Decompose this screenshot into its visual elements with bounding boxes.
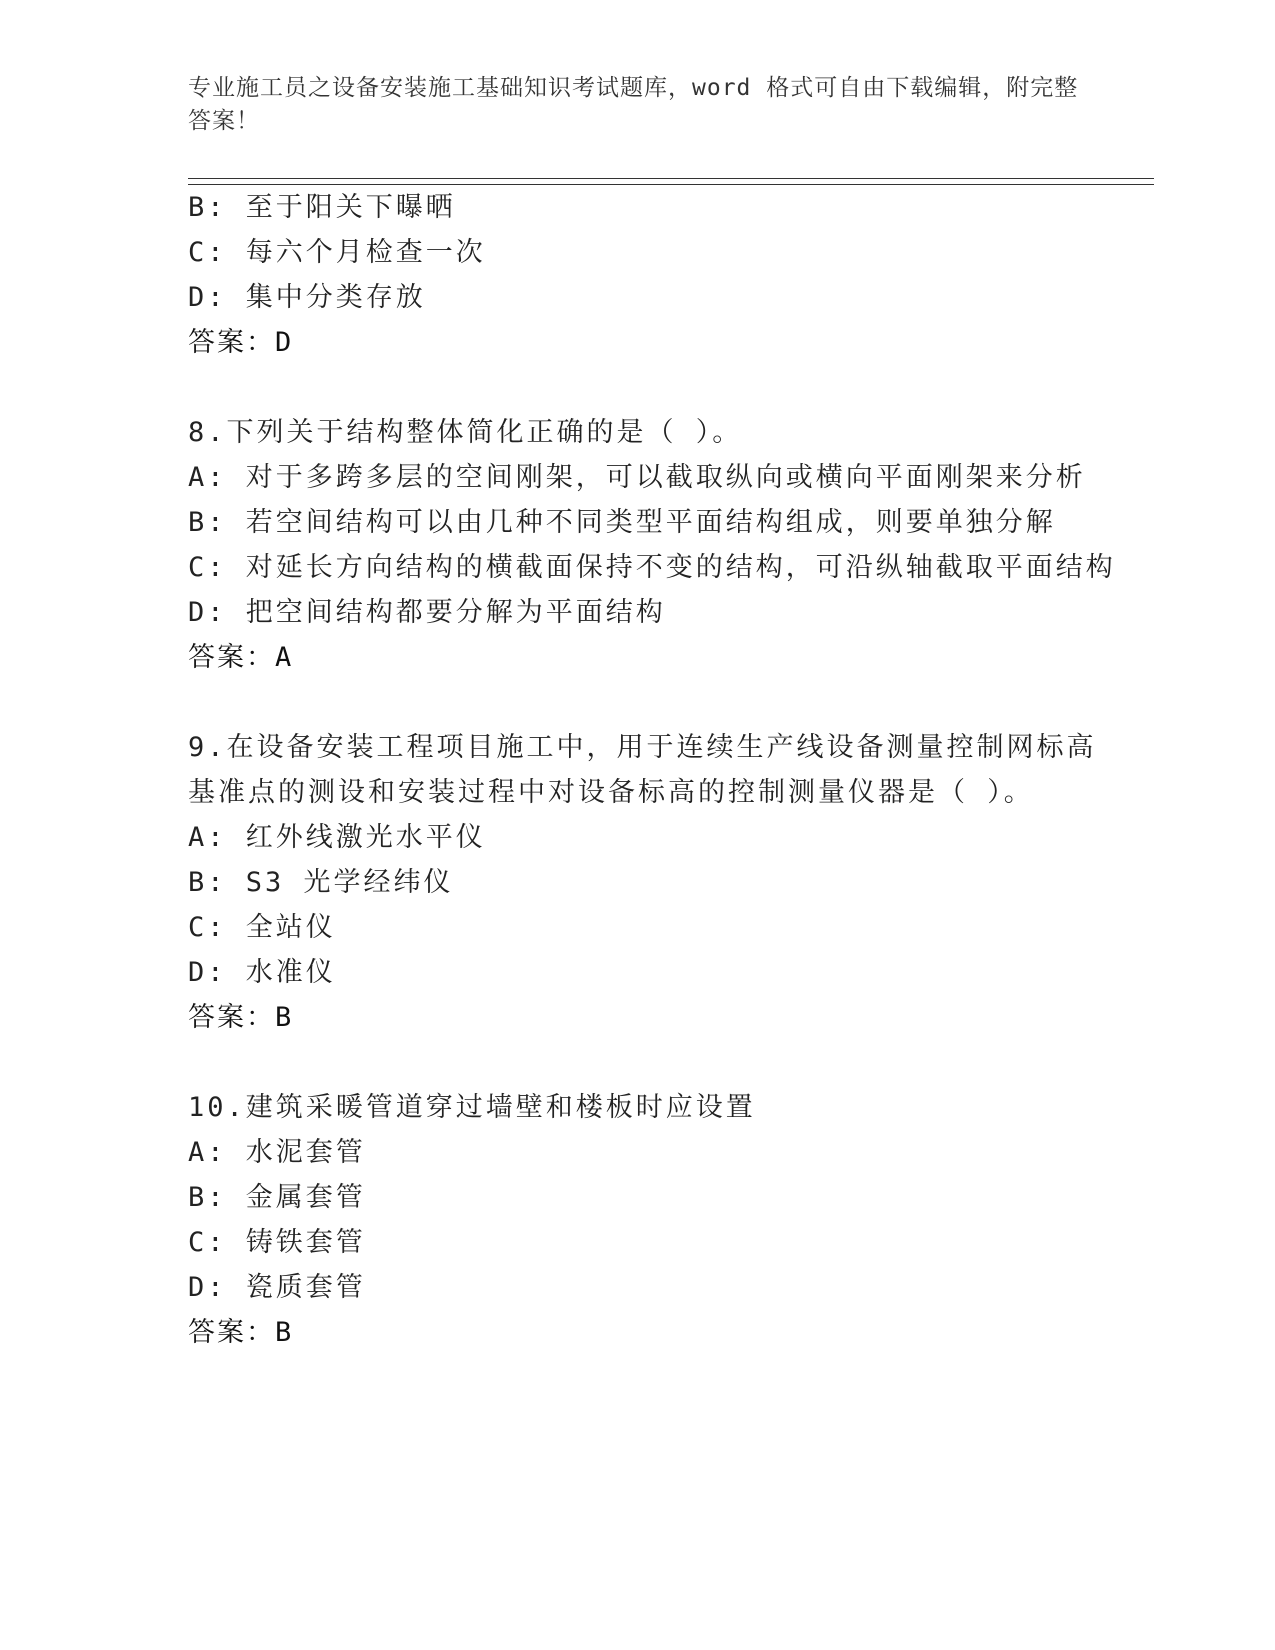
q7-answer [188, 325, 293, 361]
document-header: 专业施工员之设备安装施工基础知识考试题库，word 格式可自由下载编辑，附完整答案！ [188, 75, 1079, 134]
q8-answer-value: A [275, 642, 294, 673]
q10-option-a: A: 水泥套管 [188, 1137, 366, 1168]
q9-answer-label: 答案： [188, 1002, 275, 1033]
q9-option-d: D: 水准仪 [188, 957, 336, 988]
q9-option-a: A: 红外线激光水平仪 [188, 822, 486, 853]
q7-answer-label: 答案： [188, 327, 275, 358]
header-divider-top [188, 178, 1154, 179]
q9-question-line-1: 9.在设备安装工程项目施工中，用于连续生产线设备测量控制网标高 [188, 732, 1097, 763]
q10-question: 10.建筑采暖管道穿过墙壁和楼板时应设置 [188, 1092, 756, 1123]
q10-answer [188, 1315, 293, 1351]
q8-option-d: D: 把空间结构都要分解为平面结构 [188, 597, 666, 628]
q10-option-b: B: 金属套管 [188, 1182, 366, 1213]
q8-option-a: A: 对于多跨多层的空间刚架，可以截取纵向或横向平面刚架来分析 [188, 462, 1086, 493]
q8-option-b: B: 若空间结构可以由几种不同类型平面结构组成，则要单独分解 [188, 507, 1056, 538]
q10-option-d: D: 瓷质套管 [188, 1272, 366, 1303]
q8-option-c: C: 对延长方向结构的横截面保持不变的结构，可沿纵轴截取平面结构 [188, 552, 1116, 583]
q7-option-b: B: 至于阳关下曝晒 [188, 192, 456, 223]
q9-answer [188, 1000, 293, 1036]
q8-answer-label: 答案： [188, 642, 275, 673]
q10-answer-label: 答案： [188, 1317, 275, 1348]
q7-answer-value: D [275, 327, 294, 358]
q9-question-line-2: 基准点的测设和安装过程中对设备标高的控制测量仪器是（ ）。 [188, 777, 1034, 808]
q10-answer-value: B [275, 1317, 294, 1348]
q8-answer [188, 640, 293, 676]
q10-option-c: C: 铸铁套管 [188, 1227, 366, 1258]
q9-option-b: B: S3 光学经纬仪 [188, 867, 454, 898]
header-divider-bottom [188, 184, 1154, 185]
q9-answer-value: B [275, 1002, 294, 1033]
q7-option-d: D: 集中分类存放 [188, 282, 426, 313]
q8-question: 8.下列关于结构整体简化正确的是（ ）。 [188, 417, 743, 448]
q7-option-c: C: 每六个月检查一次 [188, 237, 486, 268]
q9-option-c: C: 全站仪 [188, 912, 336, 943]
